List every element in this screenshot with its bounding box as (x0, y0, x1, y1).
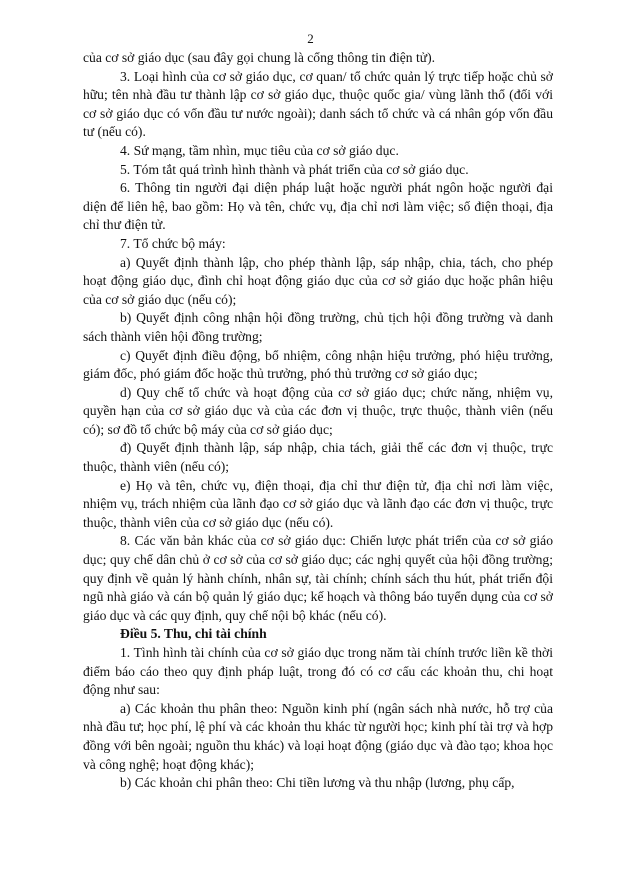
paragraph: đ) Quyết định thành lập, sáp nhập, chia tách, giải thể các đơn vị thuộc, trực thuộc, thành viên (nếu có); (83, 440, 553, 475)
paragraph: 1. Tình hình tài chính của cơ sở giáo dục trong năm tài chính trước liền kề thời điểm báo cáo theo quy định pháp luật, trong đó có cơ cấu các khoản thu, chi hoạt động như sau: (83, 645, 553, 698)
paragraph: d) Quy chế tổ chức và hoạt động của cơ sở giáo dục; chức năng, nhiệm vụ, quyền hạn của cơ sở giáo dục và của các đơn vị thuộc, trực thuộc, thành viên (nếu có); sơ đồ tổ chức bộ máy của cơ sở giáo dục; (83, 384, 553, 437)
paragraph: c) Quyết định điều động, bổ nhiệm, công nhận hiệu trưởng, phó hiệu trưởng, giám đốc, phó giám đốc hoặc thủ trưởng, phó thủ trưởng cơ sở giáo dục; (83, 347, 553, 382)
paragraph: 8. Các văn bản khác của cơ sở giáo dục: Chiến lược phát triển của cơ sở giáo dục; quy chế dân chủ ở cơ sở của cơ sở giáo dục; các nghị quyết của hội đồng trường; quy định về quản lý hành chính, nhân sự, tài chính; chính sách thu hút, phát triển đội ngũ nhà giáo và cán bộ quản lý giáo dục; kế hoạch và thông báo tuyển dụng của cơ sở giáo dục và các quy định, quy chế nội bộ khác (nếu có). (83, 533, 553, 623)
paragraph: của cơ sở giáo dục (sau đây gọi chung là cổng thông tin điện tử). (83, 50, 436, 65)
document-body (83, 49, 553, 793)
paragraph: e) Họ và tên, chức vụ, điện thoại, địa chỉ thư điện tử, địa chỉ nơi làm việc, nhiệm vụ, trách nhiệm của lãnh đạo cơ sở giáo dục và lãnh đạo các đơn vị thuộc, trực thuộc, thành viên của cơ sở giáo dục (nếu có). (83, 477, 553, 530)
paragraph: 3. Loại hình của cơ sở giáo dục, cơ quan/ tổ chức quản lý trực tiếp hoặc chủ sở hữu; tên nhà đầu tư thành lập cơ sở giáo dục, thuộc quốc gia/ vùng lãnh thổ (đối với cơ sở giáo dục có vốn đầu tư nước ngoài); danh sách tổ chức và cá nhân góp vốn đầu tư (nếu có). (83, 68, 553, 140)
paragraph: 7. Tổ chức bộ máy: (120, 235, 226, 251)
paragraph: a) Quyết định thành lập, cho phép thành lập, sáp nhập, chia, tách, cho phép hoạt động giáo dục, đình chỉ hoạt động giáo dục của cơ sở giáo dục hoặc phân hiệu của cơ sở giáo dục (nếu có); (83, 254, 553, 307)
article-heading: Điều 5. Thu, chi tài chính (120, 626, 267, 642)
paragraph: 5. Tóm tắt quá trình hình thành và phát triển của cơ sở giáo dục. (120, 161, 469, 177)
paragraph: a) Các khoản thu phân theo: Nguồn kinh phí (ngân sách nhà nước, hỗ trợ của nhà đầu tư; học phí, lệ phí và các khoản thu khác từ người học; kinh phí tài trợ và hợp đồng với bên ngoài; nguồn thu khác) và loại hoạt động (giáo dục và đào tạo; khoa học và công nghệ; hoạt động khác); (83, 700, 553, 772)
paragraph: b) Quyết định công nhận hội đồng trường, chủ tịch hội đồng trường và danh sách thành viên hội đồng trường; (83, 310, 553, 344)
paragraph: 6. Thông tin người đại diện pháp luật hoặc người phát ngôn hoặc người đại diện để liên hệ, bao gồm: Họ và tên, chức vụ, địa chỉ nơi làm việc; số điện thoại, địa chỉ thư điện tử. (83, 180, 553, 233)
page-number: 2 (307, 31, 314, 46)
paragraph: 4. Sứ mạng, tầm nhìn, mục tiêu của cơ sở giáo dục. (120, 142, 399, 158)
paragraph: b) Các khoản chi phân theo: Chi tiền lương và thu nhập (lương, phụ cấp, (120, 775, 515, 791)
